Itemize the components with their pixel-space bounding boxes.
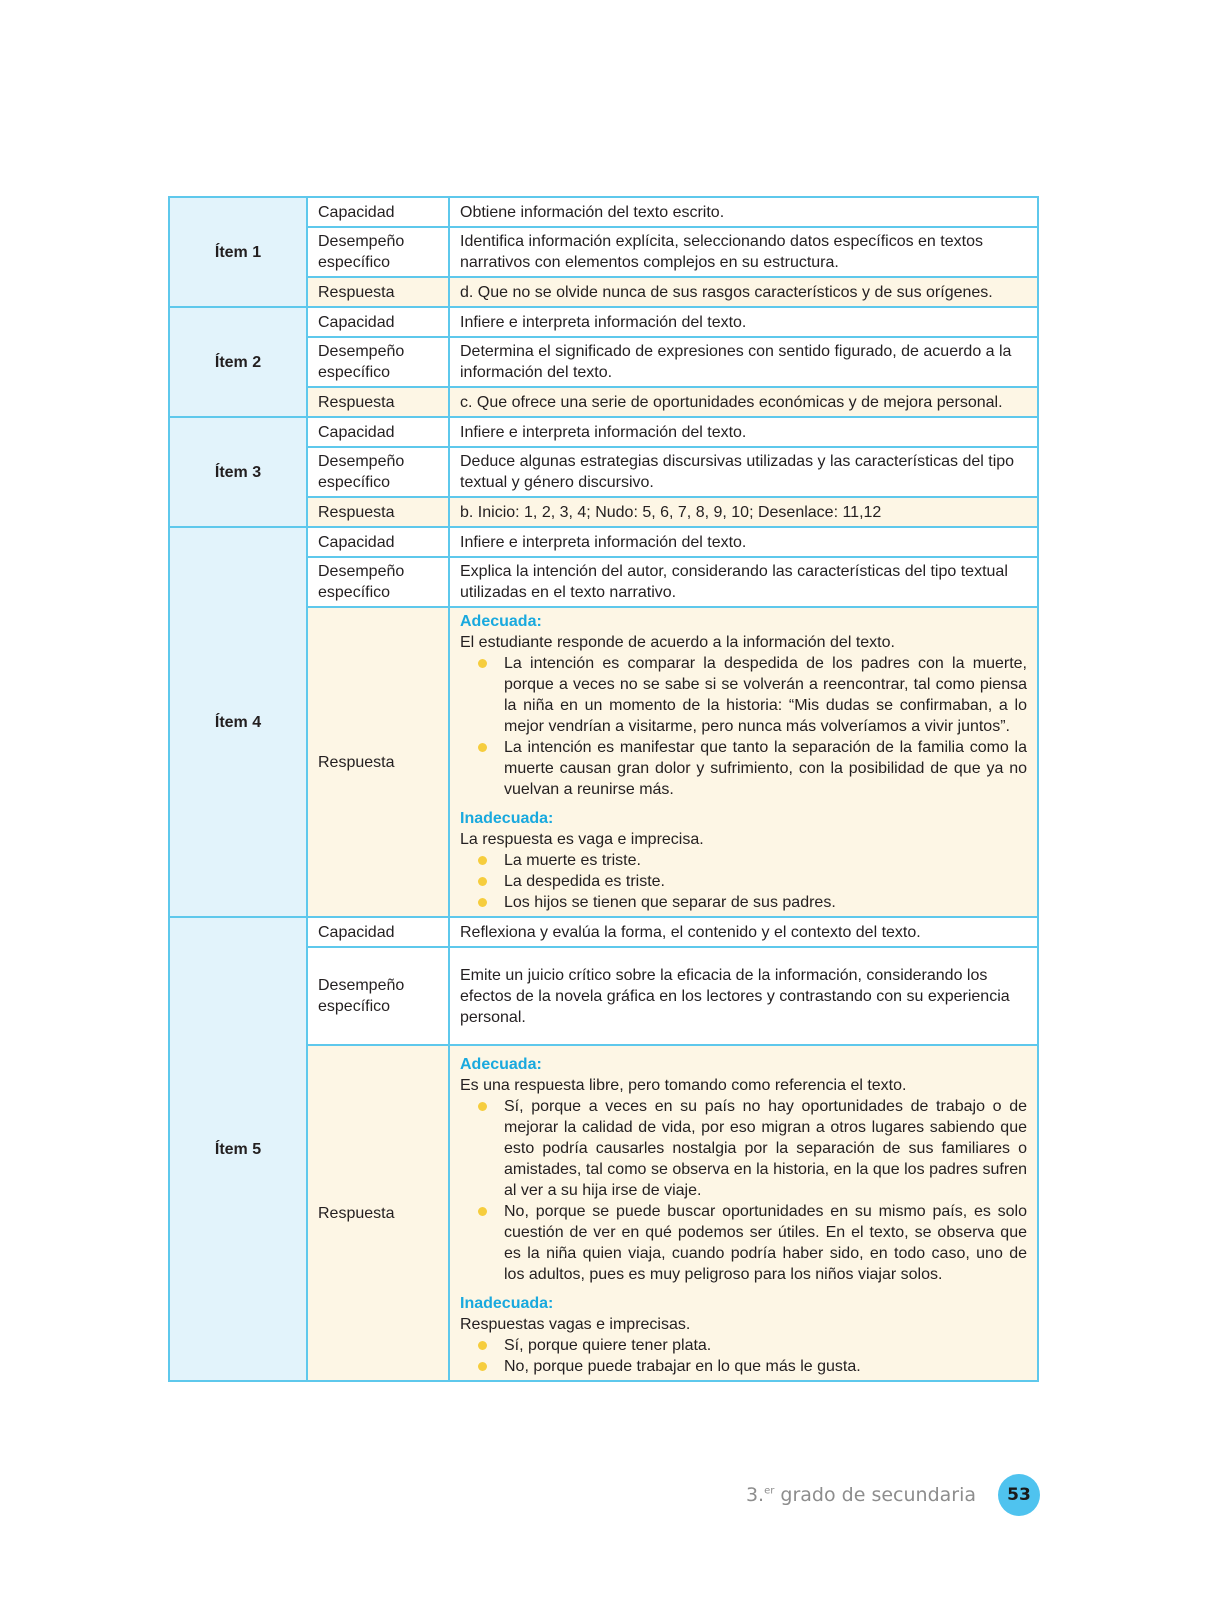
grade-number: 3.: [745, 1484, 765, 1506]
desempeno-label: Desempeño específico: [307, 337, 449, 387]
list-item: La intención es manifestar que tanto la separación de la familia como la muerte causan gran dolor y sufrimiento, con la posibilidad de que ya no vuelvan a reunirse más.: [504, 739, 1027, 798]
respuesta-detail: [449, 1045, 1038, 1381]
inadecuada-heading: Inadecuada:: [460, 1295, 554, 1312]
item-4-capacidad-row: [169, 527, 1038, 557]
respuesta-value: d. Que no se olvide nunca de sus rasgos característicos y de sus orígenes.: [449, 277, 1038, 307]
list-item: La muerte es triste.: [504, 850, 1027, 871]
inadecuada-intro: Respuestas vagas e imprecisas.: [460, 1316, 691, 1333]
list-item: La despedida es triste.: [504, 871, 1027, 892]
adecuada-intro: Es una respuesta libre, pero tomando como referencia el texto.: [460, 1077, 907, 1094]
item-title: Ítem 5: [169, 917, 307, 1381]
list-item: No, porque se puede buscar oportunidades en su mismo país, es solo cuestión de ver en qué podemos ser útiles. En el texto, se observa que es la niña quien viaja, cuando podría haber sido, en todo caso, uno de los adultos, pues es muy peligroso para los niños viajar solos.: [504, 1203, 1027, 1283]
desempeno-value: Deduce algunas estrategias discursivas utilizadas y las características del tipo textual y género discursivo.: [449, 447, 1038, 497]
capacidad-value: Reflexiona y evalúa la forma, el contenido y el contexto del texto.: [449, 917, 1038, 947]
page-number: 53: [998, 1474, 1040, 1516]
page-footer: [700, 1474, 1040, 1518]
capacidad-label: Capacidad: [307, 307, 449, 337]
list-item: Sí, porque quiere tener plata.: [504, 1335, 1027, 1356]
item-3-capacidad-row: [169, 417, 1038, 447]
capacidad-label: Capacidad: [307, 197, 449, 227]
item-title: Ítem 2: [169, 307, 307, 417]
list-item: Sí, porque a veces en su país no hay oportunidades de trabajo o de mejorar la calidad de vida, por eso migran a otros lugares sabiendo que esto podría causarles nostalgia por la separación de sus familiares o amistades, tal como se observa en la historia, en la que los padres sufren al ver a su hija irse de viaje.: [504, 1098, 1027, 1199]
item-2-capacidad-row: [169, 307, 1038, 337]
inadecuada-list: [460, 850, 1027, 913]
desempeno-label: Desempeño específico: [307, 447, 449, 497]
desempeno-value: Determina el significado de expresiones con sentido figurado, de acuerdo a la información del texto.: [449, 337, 1038, 387]
desempeno-value: Identifica información explícita, seleccionando datos específicos en textos narrativos con elementos complejos en su estructura.: [449, 227, 1038, 277]
respuesta-label: Respuesta: [307, 607, 449, 917]
rubric-table: [168, 196, 1039, 1382]
respuesta-value: c. Que ofrece una serie de oportunidades económicas y de mejora personal.: [449, 387, 1038, 417]
list-item: La intención es comparar la despedida de los padres con la muerte, porque a veces no se sabe si se volverán a reencontrar, tal como piensa la niña en un momento de la historia: “Mis dudas se confirmaban, a lo mejor vendrían a visitarme, pero nunca más volveríamos a vivir juntos”.: [504, 655, 1027, 735]
desempeno-value: Explica la intención del autor, considerando las características del tipo textual utilizadas en el texto narrativo.: [449, 557, 1038, 607]
capacidad-value: Infiere e interpreta información del texto.: [449, 527, 1038, 557]
respuesta-label: Respuesta: [307, 387, 449, 417]
grade-label: [746, 1484, 976, 1506]
item-1-capacidad-row: [169, 197, 1038, 227]
capacidad-label: Capacidad: [307, 917, 449, 947]
inadecuada-intro: La respuesta es vaga e imprecisa.: [460, 831, 704, 848]
list-item: Los hijos se tienen que separar de sus padres.: [504, 892, 1027, 913]
item-title: Ítem 4: [169, 527, 307, 917]
capacidad-label: Capacidad: [307, 527, 449, 557]
desempeno-value: Emite un juicio crítico sobre la eficacia de la información, considerando los efectos de la novela gráfica en los lectores y contrastando con su experiencia personal.: [449, 947, 1038, 1045]
capacidad-value: Infiere e interpreta información del texto.: [449, 307, 1038, 337]
adecuada-heading: Adecuada:: [460, 613, 542, 630]
capacidad-value: Obtiene información del texto escrito.: [449, 197, 1038, 227]
respuesta-detail: [449, 607, 1038, 917]
grade-ordinal: er: [764, 1485, 775, 1497]
desempeno-label: Desempeño específico: [307, 227, 449, 277]
inadecuada-heading: Inadecuada:: [460, 810, 554, 827]
desempeno-label: Desempeño específico: [307, 557, 449, 607]
desempeno-label: Desempeño específico: [307, 947, 449, 1045]
inadecuada-list: [460, 1335, 1027, 1377]
adecuada-list: [460, 1096, 1027, 1285]
item-title: Ítem 3: [169, 417, 307, 527]
capacidad-value: Infiere e interpreta información del texto.: [449, 417, 1038, 447]
list-item: No, porque puede trabajar en lo que más le gusta.: [504, 1356, 1027, 1377]
item-title: Ítem 1: [169, 197, 307, 307]
respuesta-value: b. Inicio: 1, 2, 3, 4; Nudo: 5, 6, 7, 8, 9, 10; Desenlace: 11,12: [449, 497, 1038, 527]
respuesta-label: Respuesta: [307, 1045, 449, 1381]
respuesta-label: Respuesta: [307, 497, 449, 527]
adecuada-heading: Adecuada:: [460, 1056, 542, 1073]
adecuada-list: [460, 653, 1027, 800]
grade-text: grado de secundaria: [774, 1484, 976, 1506]
adecuada-intro: El estudiante responde de acuerdo a la información del texto.: [460, 634, 895, 651]
respuesta-label: Respuesta: [307, 277, 449, 307]
capacidad-label: Capacidad: [307, 417, 449, 447]
item-5-capacidad-row: [169, 917, 1038, 947]
